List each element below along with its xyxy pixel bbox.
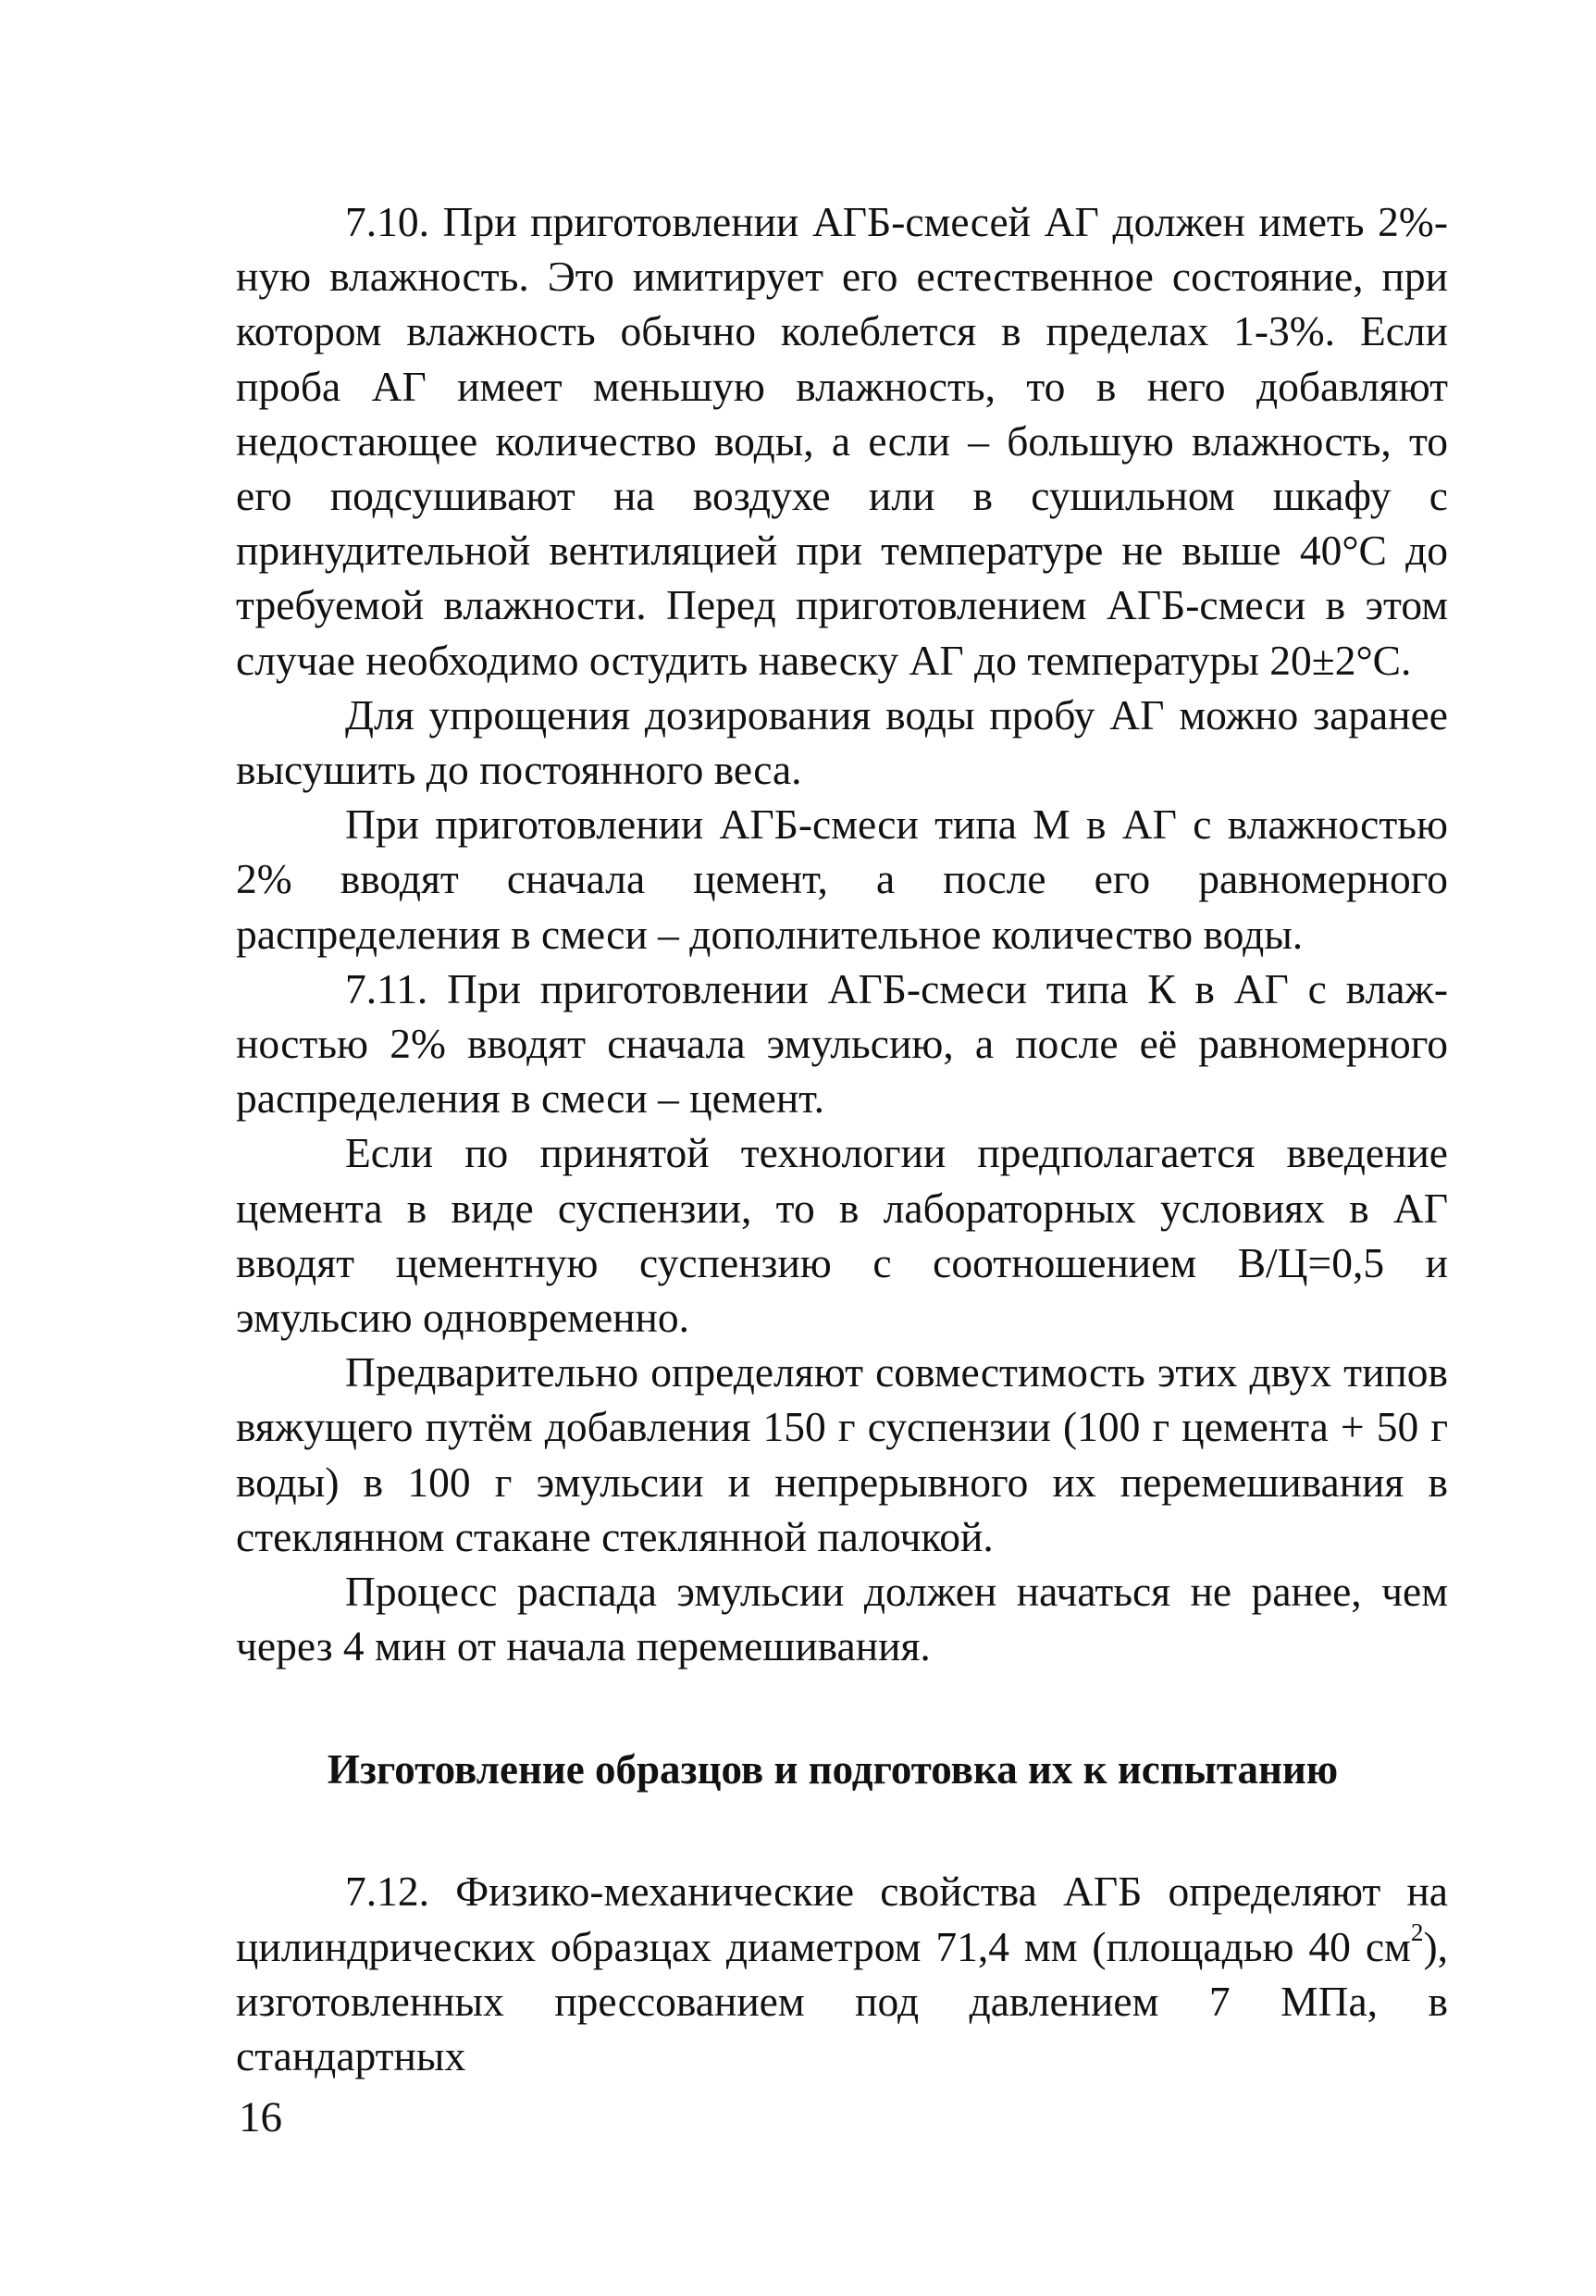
paragraph-drying: Для упрощения дозирования воды пробу АГ можно заранее высушить до постоянного веса.: [236, 690, 1448, 794]
paragraph-7-12: [236, 1864, 1448, 2083]
paragraph-type-m: При приготовлении АГБ-смеси типа М в АГ с влажностью 2% вводят сначала цемент, а после его равномерного распределения в смеси – дополнительное количество воды.: [236, 800, 1448, 958]
paragraph-7-12-text-end: ), изготовленных прессованием под давлением 7 МПа, в стандартных: [236, 1922, 1448, 2080]
superscript-2: 2: [1410, 1917, 1424, 1946]
document-page: [236, 194, 1448, 2083]
paragraph-compatibility: Предварительно определяют совместимость этих двух типов вяжущего путём добавления 150 г суспензии (100 г цемента + 50 г воды) в 100 г эмульсии и непрерывного их перемешивания в стеклянном стакане стеклянной палочкой.: [236, 1348, 1448, 1560]
paragraph-7-10: 7.10. При приготовлении АГБ-смесей АГ должен иметь 2%-ную влажность. Это имитирует его естественное состояние, при котором влажность обычно колеблется в пределах 1-3%. Если проба АГ имеет меньшую влажность, то в него добавляют недостающее количество воды, а если – большую влажность, то его подсушивают на воздухе или в сушильном шкафу с принудительной вентиляцией при температуре не выше 40°С до требуемой влажности. Перед приготовлением АГБ-смеси в этом случае необходимо остудить навеску АГ до температуры 20±2°С.: [236, 198, 1448, 684]
paragraph-7-12-text: 7.12. Физико-механические свойства АГБ определяют на цилиндрических образцах диаметром 71,4 мм (площадью 40 см: [236, 1868, 1448, 1970]
paragraph-7-11: 7.11. При приготовлении АГБ-смеси типа К в АГ с влажностью 2% вводят сначала эмульсию, а после её равномерного распределения в смеси – цемент.: [236, 964, 1448, 1123]
page-number: 16: [239, 2093, 282, 2141]
paragraph-suspension: Если по принятой технологии предполагается введение цемента в виде суспензии, то в лабораторных условиях в АГ вводят цементную суспензию с соотношением В/Ц=0,5 и эмульсию одновременно.: [236, 1129, 1448, 1342]
paragraph-emulsion-decay: Процесс распада эмульсии должен начаться не ранее, чем через 4 мин от начала перемешивания.: [236, 1568, 1448, 1670]
section-heading: Изготовление образцов и подготовка их к испытанию: [327, 1746, 1339, 1793]
